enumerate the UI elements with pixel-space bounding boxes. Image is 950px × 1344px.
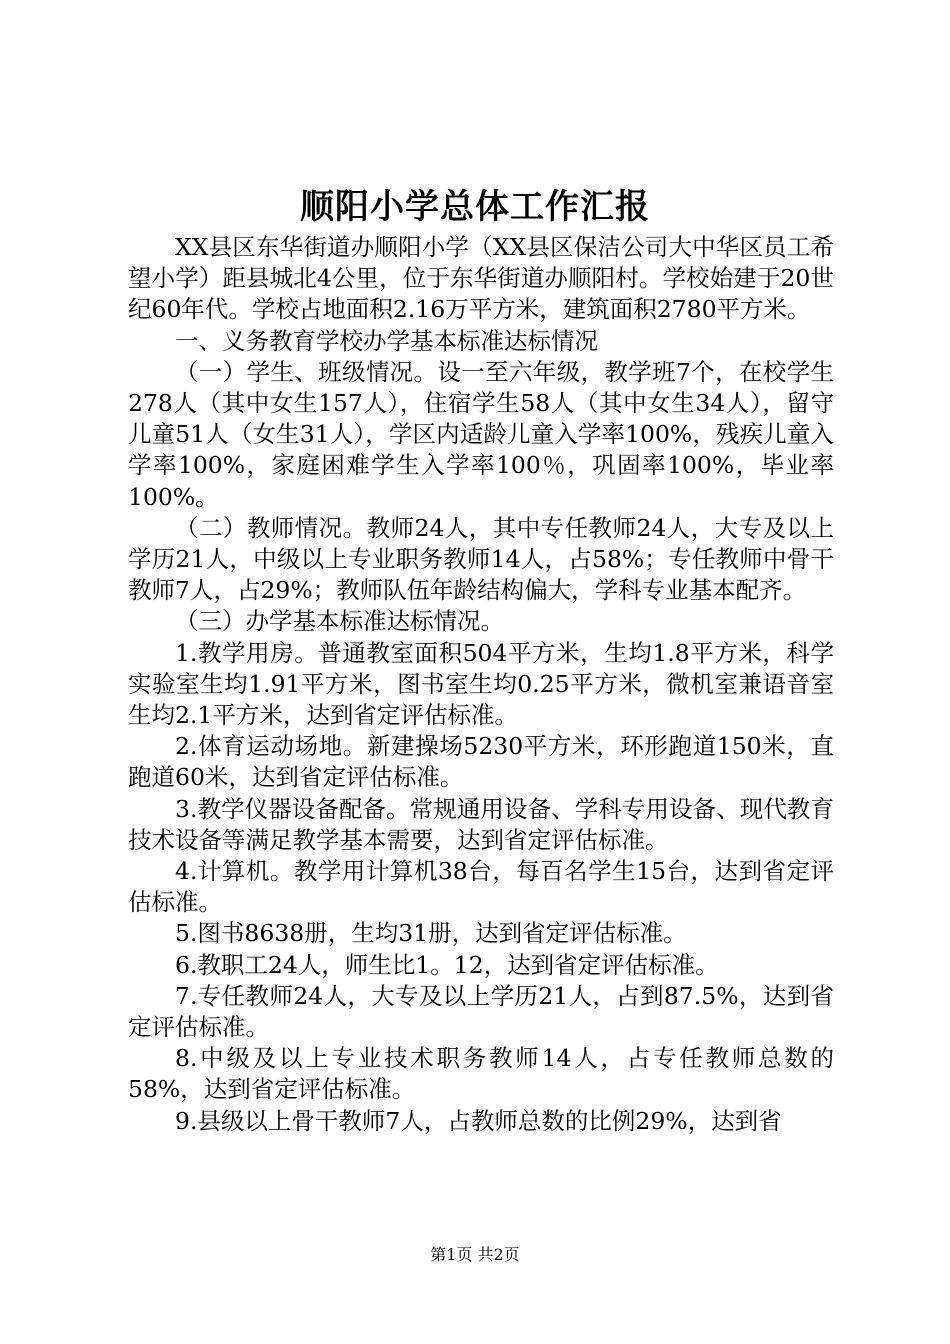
list-item-4: 4.计算机。教学用计算机38台，每百名学生15台，达到省定评估标准。 [128, 857, 834, 917]
list-item-3: 3.教学仪器设备配备。常规通用设备、学科专用设备、现代教育技术设备等满足教学基本需要，达到省定评估标准。 [128, 794, 834, 854]
paragraph-teachers: （二）教师情况。教师24人，其中专任教师24人，大专及以上学历21人，中级以上专业职务教师14人，占58%；专任教师中骨干教师7人，占29%；教师队伍年龄结构偏大，学科专业基本配齐。 [128, 513, 834, 605]
document-body [128, 232, 834, 1137]
paragraph-students: （一）学生、班级情况。设一至六年级，教学班7个，在校学生278人（其中女生157人），住宿学生58人（其中女生34人），留守儿童51人（女生31人），学区内适龄儿童入学率100%，残疾儿童入学率100%，家庭困难学生入学率100％，巩固率100%，毕业率100%。 [128, 357, 834, 511]
subsection-heading-3: （三）办学基本标准达标情况。 [175, 607, 504, 636]
list-item-6: 6.教职工24人，师生比1。12，达到省定评估标准。 [175, 950, 719, 979]
list-item-8: 8.中级及以上专业技术职务教师14人，占专任教师总数的58%，达到省定评估标准。 [128, 1044, 834, 1104]
list-item-1: 1.教学用房。普通教室面积504平方米，生均1.8平方米，科学实验室生均1.91平方米，图书室生均0.25平方米，微机室兼语音室生均2.1平方米，达到省定评估标准。 [128, 638, 834, 730]
list-item-9: 9.县级以上骨干教师7人，占教师总数的比例29%，达到省 [175, 1106, 782, 1135]
page-footer: 第1页 共2页 [430, 1245, 520, 1264]
section-heading-1: 一、义务教育学校办学基本标准达标情况 [175, 326, 598, 355]
document-title: 顺阳小学总体工作汇报 [300, 187, 650, 227]
list-item-7: 7.专任教师24人，大专及以上学历21人，占到87.5%，达到省定评估标准。 [128, 981, 834, 1042]
list-item-2: 2.体育运动场地。新建操场5230平方米，环形跑道150米，直跑道60米，达到省定评估标准。 [128, 732, 834, 792]
list-item-5: 5.图书8638册，生均31册，达到省定评估标准。 [175, 919, 687, 948]
paragraph-intro: XX县区东华街道办顺阳小学（XX县区保洁公司大中华区员工希望小学）距县城北4公里，位于东华街道办顺阳村。学校始建于20世纪60年代。学校占地面积2.16万平方米，建筑面积2780平方米。 [128, 233, 834, 324]
